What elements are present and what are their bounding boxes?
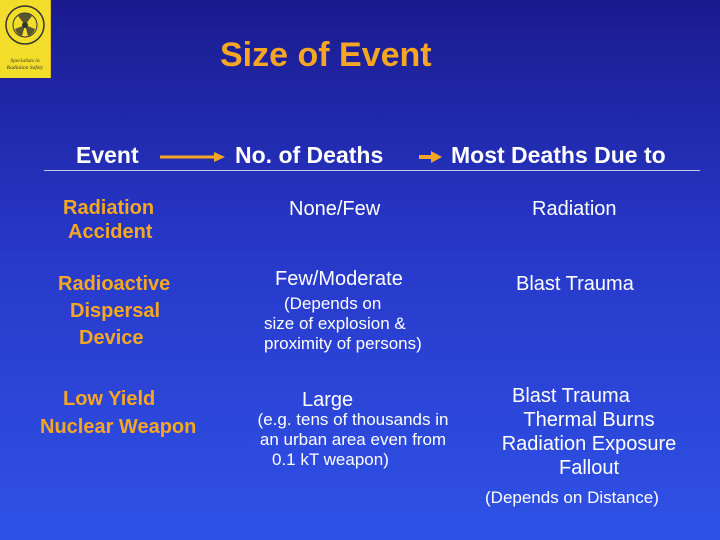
- event-label-line: Nuclear Weapon: [40, 416, 197, 438]
- event-label-line: Radiation: [63, 197, 155, 219]
- header-cause: Most Deaths Due to: [451, 142, 666, 168]
- event-label-line: Device: [79, 327, 144, 349]
- deaths-note: [264, 294, 422, 354]
- cause-list: [484, 384, 694, 480]
- logo-tagline-line: Radiation Safety: [6, 64, 44, 71]
- hps-logo: [0, 0, 51, 78]
- event-label-line: Dispersal: [70, 300, 161, 322]
- deaths-value: None/Few: [289, 198, 381, 220]
- deaths-note: [240, 410, 466, 470]
- deaths-value: Few/Moderate: [275, 268, 403, 290]
- logo-tagline-line: Specialists in: [10, 58, 40, 64]
- cause-value: Thermal Burns: [523, 409, 655, 431]
- event-label-line: Low Yield: [63, 388, 156, 410]
- deaths-note-line: proximity of persons): [264, 334, 422, 353]
- event-label: [58, 272, 170, 350]
- shield-logo-icon: [4, 3, 46, 57]
- deaths-value: Large: [302, 389, 354, 411]
- arrow-right-icon: [419, 150, 443, 164]
- cause-note: (Depends on Distance): [485, 488, 659, 507]
- event-label: [40, 387, 196, 439]
- deaths-note-line: an urban area even from: [259, 430, 447, 449]
- header-deaths: No. of Deaths: [235, 142, 384, 168]
- deaths-note-line: (e.g. tens of thousands in: [257, 410, 449, 429]
- header-event: Event: [76, 142, 139, 168]
- arrow-right-icon: [160, 150, 226, 164]
- cause-value: Blast Trauma: [512, 385, 630, 407]
- deaths-note-line: 0.1 kT weapon): [272, 450, 389, 469]
- slide-title: Size of Event: [220, 36, 432, 74]
- event-label-line: Accident: [68, 221, 153, 243]
- logo-tagline: [2, 58, 48, 71]
- cause-value: Radiation: [532, 198, 617, 220]
- header-divider: [44, 170, 700, 171]
- cause-value: Fallout: [558, 457, 620, 479]
- cause-value: Radiation Exposure: [501, 433, 677, 455]
- deaths-note-line: size of explosion &: [264, 314, 406, 333]
- cause-value: Blast Trauma: [516, 273, 634, 295]
- deaths-note-line: (Depends on: [284, 294, 382, 313]
- event-label-line: Radioactive: [58, 273, 171, 295]
- event-label: [63, 196, 154, 244]
